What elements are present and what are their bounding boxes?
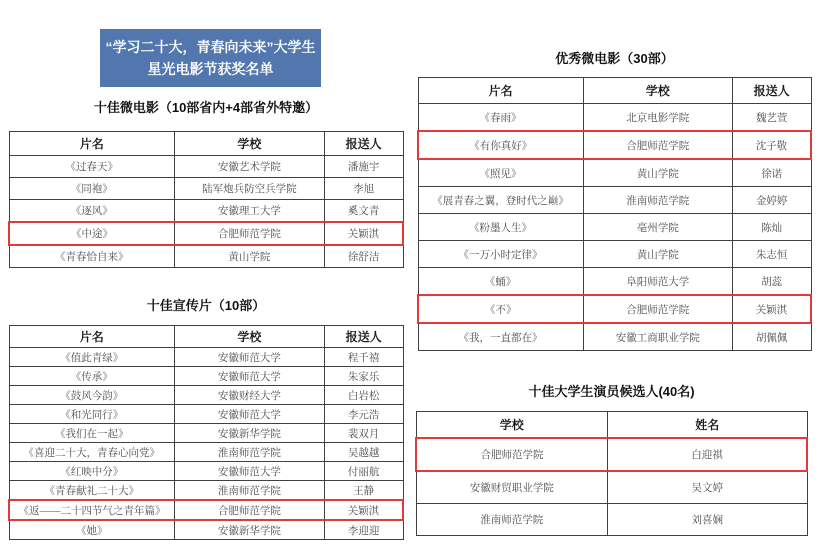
title-banner [100, 29, 321, 87]
table-cell: 吴文婷 [608, 471, 807, 504]
table-cell: 《逐风》 [9, 200, 174, 223]
table-cell: 《和光同行》 [9, 405, 174, 424]
table-cell: 《中途》 [9, 222, 174, 245]
table-cell: 刘喜娴 [608, 504, 807, 536]
table-row [9, 348, 403, 367]
table-row-highlighted [418, 295, 811, 323]
table-cell: 安徽师范大学 [174, 348, 324, 367]
table-row [9, 200, 403, 223]
table-cell: 王静 [324, 481, 403, 501]
table-row [9, 156, 403, 178]
section-title: 十佳微电影（10部省内+4部省外特邀） [93, 100, 319, 115]
table-row-highlighted [418, 131, 811, 159]
column-header: 学校 [174, 132, 324, 156]
table-cell: 合肥师范学院 [174, 500, 324, 520]
table-cell: 徐舒洁 [324, 245, 403, 268]
table-row [418, 268, 811, 296]
table-header-row [9, 132, 403, 156]
table-cell: 《我，一直都在》 [418, 323, 583, 351]
banner-line1: “学习二十大，青春向未来”大学生 [105, 38, 316, 55]
table-cell: 裴双月 [324, 424, 403, 443]
table-cell: 阜阳师范大学 [583, 268, 732, 296]
table-row [418, 187, 811, 214]
table-cell: 安徽财经大学 [174, 386, 324, 405]
table-cell: 白岩松 [324, 386, 403, 405]
table-row [9, 367, 403, 386]
table-cell: 《红映中分》 [9, 462, 174, 481]
table-cell: 安徽师范大学 [174, 462, 324, 481]
column-header: 片名 [418, 78, 583, 104]
table-cell: 安徽师范大学 [174, 367, 324, 386]
section-top-ten-micro-films [8, 99, 404, 268]
column-header: 姓名 [608, 412, 807, 439]
table-cell: 陈灿 [732, 214, 811, 241]
table-cell: 安徽财贸职业学院 [416, 471, 608, 504]
table-cell: 《有你真好》 [418, 131, 583, 159]
section-title: 优秀微电影（30部） [555, 51, 674, 66]
table-cell: 朱家乐 [324, 367, 403, 386]
column-header: 学校 [174, 326, 324, 348]
table-row [418, 241, 811, 268]
table-row [416, 504, 807, 536]
table-cell: 潘施宇 [324, 156, 403, 178]
table-cell: 淮南师范学院 [174, 481, 324, 501]
table-cell: 魏艺萱 [732, 104, 811, 132]
table-cell: 合肥师范学院 [174, 222, 324, 245]
table-cell: 安徽新华学院 [174, 424, 324, 443]
table-cell: 《鼓风今韵》 [9, 386, 174, 405]
table-cell: 《青春恰自来》 [9, 245, 174, 268]
table-cell: 沈子敬 [732, 131, 811, 159]
table-cell: 奚文青 [324, 200, 403, 223]
table-cell: 白迎祺 [608, 438, 807, 471]
table-cell: 《青春献礼二十大》 [9, 481, 174, 501]
awards-table-top-ten-promo-films [8, 325, 404, 540]
section-top-ten-actor-candidates [415, 383, 808, 536]
table-cell: 淮南师范学院 [416, 504, 608, 536]
table-header-row [416, 412, 807, 439]
table-row [9, 386, 403, 405]
table-row [9, 178, 403, 200]
table-cell: 淮南师范学院 [583, 187, 732, 214]
column-header: 报送人 [324, 326, 403, 348]
table-cell: 安徽新华学院 [174, 520, 324, 540]
table-cell: 亳州学院 [583, 214, 732, 241]
column-header: 学校 [416, 412, 608, 439]
table-cell: 《传承》 [9, 367, 174, 386]
table-cell: 李元浩 [324, 405, 403, 424]
table-row [9, 245, 403, 268]
table-cell: 黄山学院 [583, 159, 732, 187]
table-row [9, 443, 403, 462]
section-title: 十佳宣传片（10部） [146, 298, 266, 313]
table-cell: 付丽航 [324, 462, 403, 481]
table-row-highlighted [416, 438, 807, 471]
table-cell: 关颖淇 [732, 295, 811, 323]
table-cell: 黄山学院 [174, 245, 324, 268]
table-cell: 《同袍》 [9, 178, 174, 200]
table-cell: 关颖淇 [324, 222, 403, 245]
table-cell: 金婷婷 [732, 187, 811, 214]
table-cell: 胡蕊 [732, 268, 811, 296]
column-header: 片名 [9, 132, 174, 156]
section-top-ten-promo-films [8, 297, 404, 540]
table-cell: 朱志恒 [732, 241, 811, 268]
table-cell: 李旭 [324, 178, 403, 200]
table-cell: 《一万小时定律》 [418, 241, 583, 268]
table-row [418, 104, 811, 132]
table-row [418, 323, 811, 351]
table-cell: 北京电影学院 [583, 104, 732, 132]
table-row [416, 471, 807, 504]
column-header: 学校 [583, 78, 732, 104]
table-cell: 《过春天》 [9, 156, 174, 178]
table-cell: 安徽理工大学 [174, 200, 324, 223]
table-cell: 安徽师范大学 [174, 405, 324, 424]
awards-table-excellent-micro-films [417, 77, 812, 351]
table-cell: 《照见》 [418, 159, 583, 187]
table-cell: 安徽艺术学院 [174, 156, 324, 178]
table-cell: 淮南师范学院 [174, 443, 324, 462]
table-row [9, 462, 403, 481]
table-cell: 《值此青绿》 [9, 348, 174, 367]
table-cell: 合肥师范学院 [583, 131, 732, 159]
column-header: 报送人 [732, 78, 811, 104]
table-cell: 《蛹》 [418, 268, 583, 296]
table-cell: 程千禧 [324, 348, 403, 367]
table-cell: 合肥师范学院 [583, 295, 732, 323]
table-header-row [418, 78, 811, 104]
table-cell: 《她》 [9, 520, 174, 540]
table-row [9, 520, 403, 540]
table-cell: 安徽工商职业学院 [583, 323, 732, 351]
table-cell: 李迎迎 [324, 520, 403, 540]
awards-table-top-ten-micro-films [8, 131, 404, 268]
table-cell: 《返——二十四节气之青年篇》 [9, 500, 174, 520]
awards-table-actor-candidates [415, 411, 808, 536]
table-cell: 《喜迎二十大，青春心向党》 [9, 443, 174, 462]
table-row-highlighted [9, 500, 403, 520]
table-cell: 《我们在一起》 [9, 424, 174, 443]
table-cell: 《春雨》 [418, 104, 583, 132]
table-cell: 胡佩佩 [732, 323, 811, 351]
table-cell: 吴越越 [324, 443, 403, 462]
table-cell: 关颖淇 [324, 500, 403, 520]
table-cell: 陆军炮兵防空兵学院 [174, 178, 324, 200]
table-row [9, 405, 403, 424]
table-cell: 《不》 [418, 295, 583, 323]
table-row [418, 159, 811, 187]
column-header: 片名 [9, 326, 174, 348]
table-cell: 合肥师范学院 [416, 438, 608, 471]
table-header-row [9, 326, 403, 348]
table-cell: 徐诺 [732, 159, 811, 187]
column-header: 报送人 [324, 132, 403, 156]
banner-line2: 星光电影节获奖名单 [147, 61, 274, 77]
table-row [9, 424, 403, 443]
section-title: 十佳大学生演员候选人(40名) [528, 384, 695, 399]
table-row [9, 481, 403, 501]
table-cell: 《展青春之翼，登时代之巅》 [418, 187, 583, 214]
table-cell: 黄山学院 [583, 241, 732, 268]
table-row [418, 214, 811, 241]
table-cell: 《粉墨人生》 [418, 214, 583, 241]
section-excellent-micro-films [417, 50, 812, 351]
table-row-highlighted [9, 222, 403, 245]
